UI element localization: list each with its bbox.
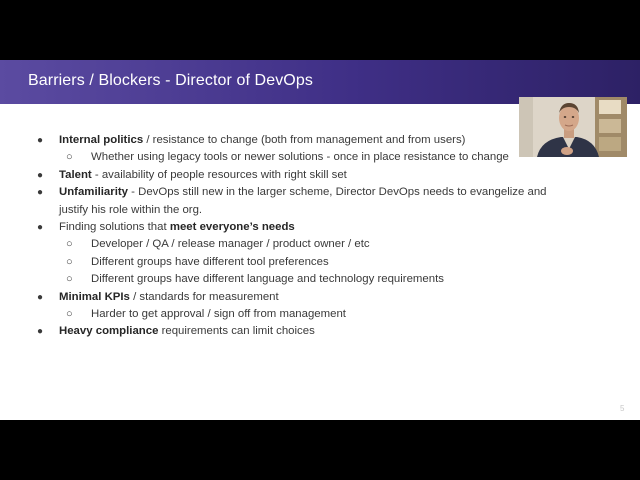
bullet-icon: ● <box>37 326 44 338</box>
bullet-text: requirements can limit choices <box>158 325 315 338</box>
bullet-icon: ● <box>37 221 44 233</box>
bullet-bold-text: Minimal KPIs <box>59 290 130 303</box>
bullet-text: justify his role within the org. <box>59 203 203 216</box>
bullet-bold-text: Internal politics <box>59 134 144 146</box>
sub-bullet-icon: ○ <box>66 238 73 251</box>
bullet-bold-text: Talent <box>59 168 92 181</box>
bullet-text: - availability of people resources with right skill set <box>91 168 347 181</box>
sub-bullet-icon: ○ <box>66 307 73 320</box>
list-item <box>0 289 640 306</box>
sub-bullet-icon: ○ <box>66 273 73 286</box>
list-item <box>0 236 640 253</box>
presentation-slide <box>0 60 640 420</box>
slide-page-number: 5 <box>620 404 625 413</box>
bullet-bold-text: meet everyone’s needs <box>169 220 295 233</box>
list-item <box>0 254 640 271</box>
list-item <box>0 184 640 201</box>
bullet-bold-text: Unfamiliarity <box>59 186 128 199</box>
sub-bullet-icon: ○ <box>66 151 73 164</box>
video-letterbox-bottom <box>0 420 640 480</box>
bullet-icon: ● <box>37 169 44 181</box>
list-item <box>0 167 640 184</box>
sub-bullet-text: Different groups have different language and technology requirements <box>91 273 444 286</box>
bullet-text: Finding solutions that <box>59 220 170 233</box>
sub-bullet-text: Different groups have different tool preferences <box>91 255 329 268</box>
bullet-text: - DevOps still new in the larger scheme, Director DevOps needs to evangelize and <box>128 186 547 199</box>
bullet-icon: ● <box>37 187 44 199</box>
sub-bullet-text: Developer / QA / release manager / product owner / etc <box>91 238 370 251</box>
bullet-text: / standards for measurement <box>129 290 279 303</box>
bullet-list <box>0 132 640 341</box>
video-letterbox-top <box>0 0 640 60</box>
list-item <box>0 306 640 323</box>
sub-bullet-text: Harder to get approval / sign off from management <box>91 307 346 320</box>
list-item <box>0 271 640 288</box>
sub-bullet-text: Whether using legacy tools or newer solutions - once in place resistance to change <box>91 151 509 164</box>
sub-bullet-icon: ○ <box>66 255 73 268</box>
bullet-icon: ● <box>37 135 44 146</box>
list-item <box>0 323 640 340</box>
bullet-icon: ● <box>37 291 44 303</box>
slide-title: Barriers / Blockers - Director of DevOps <box>28 72 313 89</box>
bullet-bold-text: Heavy compliance <box>59 325 159 338</box>
bullet-text: / resistance to change (both from management and from users) <box>143 134 466 146</box>
list-item-continuation <box>0 202 640 219</box>
list-item <box>0 149 640 166</box>
list-item <box>0 219 640 236</box>
list-item <box>0 132 640 149</box>
